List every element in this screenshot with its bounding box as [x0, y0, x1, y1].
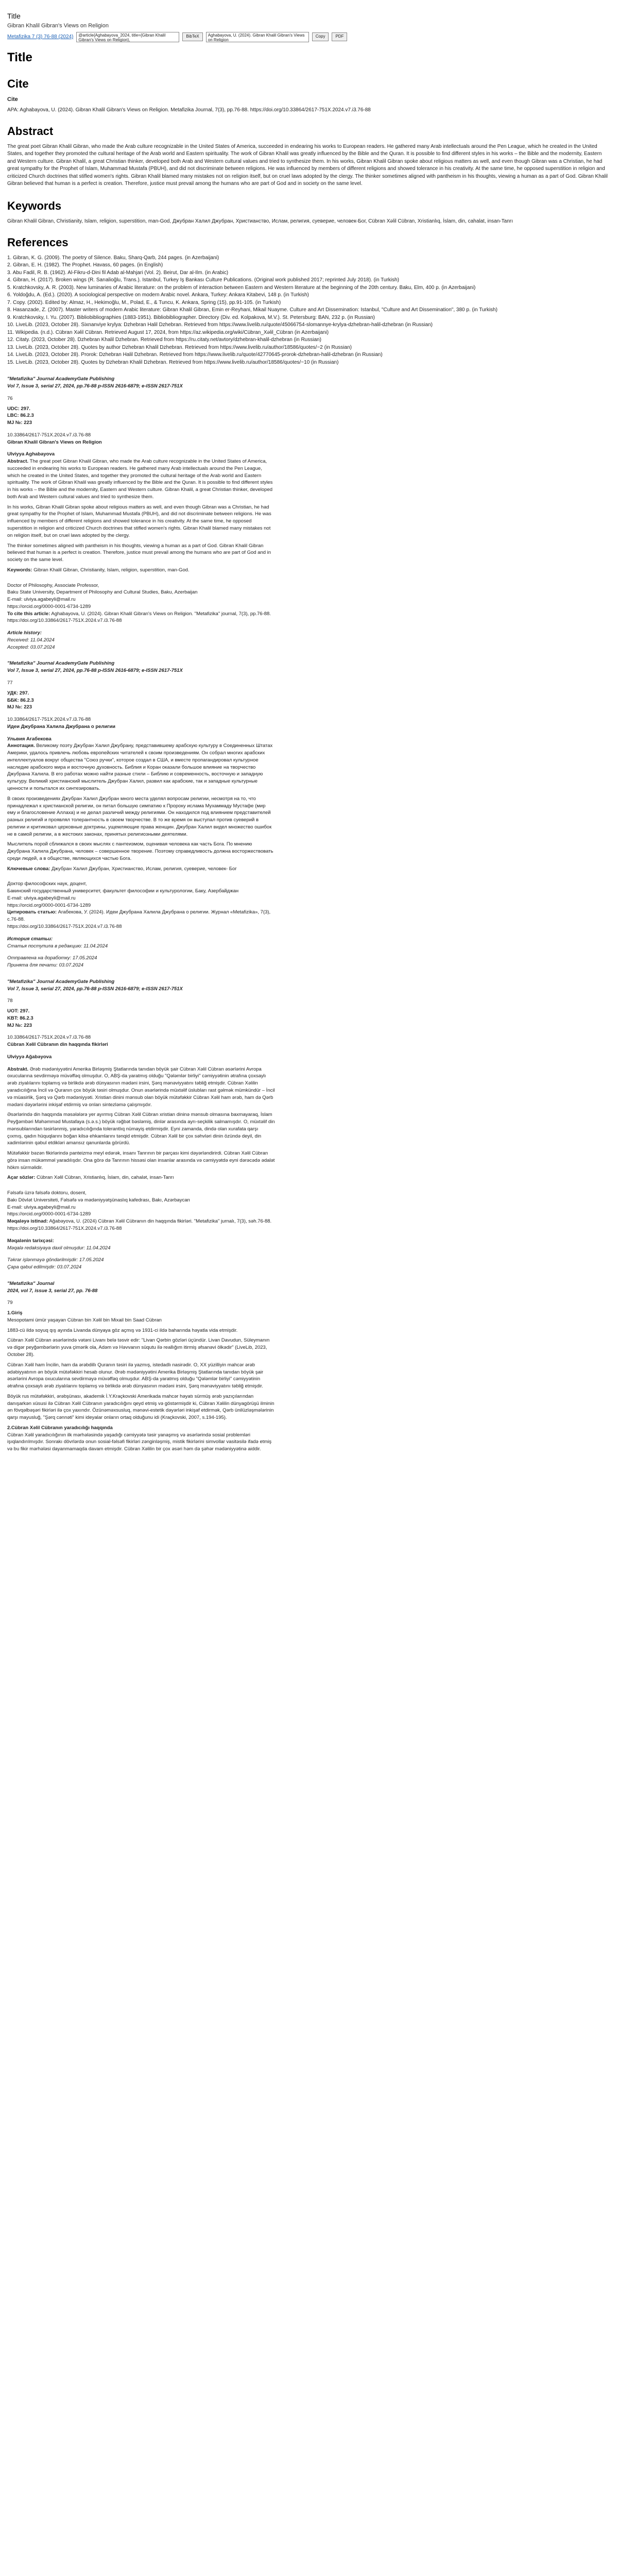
citation-input[interactable]: Aghabayova, U. (2024). Gibran Khalil Gibran's Views on Religion [206, 32, 309, 42]
journal-name: "Metafizika" Journal AcademyGate Publishing [7, 376, 115, 382]
journal-name: "Metafizika" Journal [7, 1280, 55, 1286]
cite: Aghabayova, U. (2024). Gibran Khalil Gibran's Views on Religion. "Metafizika" journal, 7(3), pp.76-88. [51, 611, 271, 617]
affiliation-institution: Bakı Dövlət Universiteti, Fəlsəfə və mədəniyyətşünaslıq kafedrası, Bakı, Azərbaycan [7, 1197, 190, 1203]
reference-item: 3. Abu Fadil, R. B. (1962). Al-Fikru-d-Dini fil Adab al-Mahjari (Vol. 2). Beirut, Dar al-Ilm. (in Arabic) [7, 269, 229, 276]
body-paragraph: Böyük rus mütəfəkkiri, ərəbşünası, akademik İ.Y.Kraçkovski Amerikada mahcər həyatı sürmüş ərəb yazıçılarından danışarkən xüsusi ilə Cübran Xəlil Cübranın yaradıcılığını qeyd etmiş və göstərmişdir ki, Cübran Xəlilin dünyagörüşü ilminin ən fövqəlbəşəri fikirləri ilə çox yaxındır. Özünəməxsusluq, mənəvi-estetik dəyərləri inkişaf etdirmək, Qərb ünilüzləşmələrinin qarşı mayusluğ, "Şərq cənnəti" kimi ideyalar onların ortaq olduğunu idi (Kraçkovski, 2007, s.194-195). [7, 1393, 274, 1421]
abstract-p3: The thinker sometimes aligned with pantheism in his thoughts, viewing a human as a part of God. Gibran Khalil Gibran believed that human is a perfect is creation. Therefore, justice must prevail among the humans who are part of God and in society on the same level. [7, 543, 271, 563]
accepted-date: Çapa qəbul edilmişdir: 03.07.2024 [7, 1264, 82, 1270]
copy-button[interactable]: Copy [312, 32, 329, 41]
keywords: Cübran Xəlil Cübran, Xristianlıq, İslam, din, cahalət, insan-Tanrı [37, 1175, 174, 1181]
keywords: Gibran Khalil Gibran, Christianity, Islam, religion, superstition, man-God. [33, 567, 190, 573]
keywords-label: Açar sözlər: [7, 1175, 36, 1181]
udc: UOT: 297. [7, 1008, 30, 1014]
received-date: Received: 11.04.2024 [7, 637, 55, 643]
reference-item: 9. Kratchkovsky, I. Yu. (2007). Bibliobibliographies (1883-1951). Bibliobibliographer. Directory (Div. ed. Kolpakova, M.V.). St. Petersburg: BAN, 232 p. (in Russian) [7, 314, 375, 320]
body-paragraph: Cübran Xəlil yaradıcılığının ilk mərhələsində yaşadığı cəmiyyətə təsir yanaşmış və əsərlərində sosial problemləri işıqlandırılmışdır. Sonrakı dövrlərdə onun sosial-fəlsəfi fikirləri zənginləşmiş, mistik fikirlərini simvollar vasitəsilə ifadə etmiş və bu fikir mərhələsi dayanmamaqda davam etmişdir. Cübran Xəlilin bir çox əsəri həm də şəhər mədəniyyətinə aiddir. [7, 1432, 272, 1452]
abstract-p2: Əsərlərində din haqqında məsələlərə yer ayırmış Cübran Xəlil Cübran xristian dininə mənsub olmasına baxmayaraq, İslam Peyğəmbəri Məhəmməd Mustafaya (s.ə.s.) böyük rəğbət bəsləmiş, dinlər arasında ayrı-seçkilik salmamışdır. O, müxtəlif din mənsublarından təsirlənmiş, yaradıcılığında tolerantlıq nümayiş etdirmişdir. Eyni zamanda, dində olan xurafata qarşı çıxmış, qadın hüquqlarını boğan kilsə ehkamlarını tənqid etmişdir. Cübran Xəlil bir çox səhvləri dinin özündə deyil, din xadimlərinin qəbul etdikləri amansız qanunlarda görürdü. [7, 1112, 275, 1146]
bibtex-input[interactable]: @article{Aghabayova_2024, title={Gibran Khalil Gibran's Views on Religion}, [76, 32, 179, 42]
source-link[interactable]: Metafizika 7 (3) 76-88 (2024) [7, 33, 74, 40]
keywords: Джубран Халил Джубран, Христианство, Ислам, религия, суеверие, человек- Бог [52, 866, 237, 872]
abstract-label: Аннотация. [7, 743, 35, 749]
history-label: Məqalənin tarixçəsi: [7, 1238, 54, 1244]
accepted-date: Accepted: 03.07.2024 [7, 644, 55, 650]
udc: UDC: 297. [7, 405, 30, 412]
abstract-text: The great poet Gibran Khalil Gibran, who made the Arab culture recognizable in the United States of America, succeeded in endearing his works to European readers. He gathered many Arab intellectuals around the Pen League, which he created in the United States, and together they promoted the cultural heritage of the Arab world and Eastern spirituality. The work of Gibran Khalil was greatly influenced by the Bible and the Quran. It is possible to find different styles in his works – the Bible and the modernity, Eastern and Western culture. Gibran Khalil, a great Christian thinker, developed both Arab and Western cultural values and tried to synthesize them. In his works, Gibran Khalil Gibran spoke about religious matters as well, and even though Gibran was a Christian, he had great sympathy for the Prophet of Islam, Muhammad Mustafa (PBUH), and did not discriminate between religions. He was influenced by members of different religions and showed tolerance in his creativity. At the same time, he opposed superstition in religion and criticized Church doctrines that stifled women's rights. Gibran Khalil blamed many mistakes not on religion itself, but on cruel laws adopted by the clergy. The thinker sometimes aligned with pantheism in his thoughts, viewing a human as a part of God. Gibran Khalil Gibran believed that human is a perfect is creation. Therefore, justice must prevail among the humans who are part of God and in society on the same level. [7, 143, 608, 187]
affiliation-institution: Бакинский государственный университет, факультет философии и культурологии, Баку, Азербайджан [7, 888, 239, 894]
russian-section [7, 660, 275, 969]
doi: 10.33864/2617-751X.2024.v7.i3.76-88 [7, 1035, 91, 1041]
doi: 10.33864/2617-751X.2024.v7.i3.76-88 [7, 717, 91, 723]
body-paragraph: Cübran Xəlil ham İncilin, ham da ərəbdillı Quranın təsiri ilə yazmış, istedadlı nasirədir. O, XX yüzilliyin mahcər ərəb ədəbiyyatının ən böyük mütəfəkkiri hesab olunur. Ərəb mədəniyyətini Amerika Birləşmiş Ştatlarında tanıdan böyük şair əsərlərini Avropa oxucularına sevdirməyə müvəffəq olmuşdur. ABŞ-da yaratmış olduğu "Qələmlər birliyi" cəmiyyətinin ətrafına çoxsaylı ərəb ziyalılarını toplamış və birlikdə ərəb dünyasının mədəni irsini, Şərq mənəviyyatını təbliğ etmişdir. [7, 1362, 264, 1389]
reference-item: 14. LiveLib. (2023, October 28). Prorok: Dzhebran Halil Dzhebran. Retrieved from https://www.livelib.ru/quote/42770645-prorok-dzhebran-halil-dzhebran (in Russian) [7, 352, 383, 358]
abstract-p1: The great poet Gibran Khalil Gibran, who made the Arab culture recognizable in the United States of America, succeeded in endearing his works to European readers. He gathered many Arab intellectuals around the Pen League, which he created in the United States, and together they promoted the cultural heritage of the Arab world and Eastern spirituality. The work of Gibran Khalil was greatly influenced by the Bible and the Quran. It is possible to find different styles in his works – the Bible and the modernity, Eastern and Western culture. Gibran Khalil, a great Christian thinker, developed both Arab and Western cultural values and tried to synthesize them. [7, 459, 273, 500]
received-date: Статья поступила в редакцию: 11.04.2024 [7, 943, 108, 949]
abstract-p2: В своих произведениях Джубран Халил Джубран много места уделял вопросам религии, несмотря на то, что принадлежал к христианской религии, он питал большую симпатию к Пророку ислама Мухаммаду Мустафе (мир ему и благословение Аллаха) и не делал различий между религиями. Он находился под влиянием представителей разных религий и проявлял толерантность в своем творчестве. В то же время он выступал против суеверий в религии и критиковал церковные доктрины, ущемляющие права женщин. Джубран Халил видел множество ошибок не в самой религии, а в жестоких законах, принятых религиозными деятелями. [7, 795, 272, 837]
author: Ulviyyə Ağabəyova [7, 1054, 52, 1060]
journal-name: "Metafizika" Journal AcademyGate Publishing [7, 660, 115, 667]
top-subtitle: Gibran Khalil Gibran's Views on Religion [7, 22, 109, 29]
article-title: Cübran Xəlil Cübranın din haqqında fikirləri [7, 1042, 108, 1048]
cite-label: To cite this article: [7, 611, 50, 617]
body-paragraph: Mesopotami ümür yaşayan Cübran bin Xəlil bin Mixail bin Saad Cübran [7, 1317, 162, 1323]
author: Ульвия Агабекова [7, 736, 52, 742]
udc: УДК: 297. [7, 690, 29, 696]
author-email: E-mail: ulviya.agabeyli@mail.ru [7, 1204, 76, 1210]
reference-item: 5. Kratchkovsky, A. R. (2003). New luminaries of Arabic literature: on the problem of interaction between Eastern and Western literature at the beginning of the 20th century. Baku, Elm, 400 p. (in Azerbaijani) [7, 284, 476, 291]
reference-item: 6. Yoldoğdu, A. (Ed.). (2020). A sociological perspective on modern Arabic novel. Ankara, Turkey: Ankara Kitabevi, 148 p. (in Turkish) [7, 292, 309, 298]
mj-number: MJ №: 223 [7, 704, 32, 710]
english-section [7, 376, 275, 651]
mj-number: MJ №: 223 [7, 1022, 32, 1028]
body-paragraph: Cübran Xəlil Cübran əsərlərində vətəni Livanı belə təsvir edir: "Livan Qərbin gözləri üçündür. Livan Davudun, Süleymanın və digər peyğəmbərlərin yuva çimərik ola, Adəm və Həvvanın süqutu ilə reallığım itirmiş əfsanəvi ölkədir" (LiveLib, 2023, October 28). [7, 1337, 270, 1358]
history-label: Article history: [7, 630, 42, 636]
keywords-text: Gibran Khalil Gibran, Christianity, Islam, religion, superstition, man-God, Джубран Халил Джубран, Христианство, Ислам, религия, суеверие, человек-Бог, Cübran Xəlil Cübran, Xristianlıq, İslam, din, cahalat, insan-Tanrı [7, 218, 513, 224]
author-orcid: https://orcid.org/0000-0001-6734-1289 [7, 1211, 91, 1217]
journal-volume: Vol 7, Issue 3, serial 27, 2024, pp.76-88 p-ISSN 2616-6879; e-ISSN 2617-751X [7, 986, 183, 992]
abstract-p3: Мыслитель порой сближался в своих мыслях с пантеизмом, оценивая человека как часть Бога. По мнению Джубрана Халила Джубрана, человек – совершенное творение. Поэтому справедливость должна восторжествовать среди людей, а в обществе, являющихся частью Бога. [7, 841, 273, 861]
reference-item: 1. Gibran, K. G. (2009). The poetry of Silence. Baku, Sharq-Qarb, 244 pages. (in Azerbaijani) [7, 255, 219, 261]
keywords-heading: Keywords [7, 199, 62, 212]
cite-doi: https://doi.org/10.33864/2617-751X.2024.v7.i3.76-88 [7, 618, 122, 624]
author: Ulviyya Aghabayova [7, 451, 55, 457]
author-email: E-mail: ulviya.agabeyli@mail.ru [7, 895, 76, 901]
journal-volume: 2024, vol 7, issue 3, serial 27, pp. 76-88 [7, 1287, 98, 1294]
reference-item: 8. Hasanzade, Z. (2007). Master writers of modern Arabic literature: Gibran Khalil Gibran, Emin er-Reyhani, Mikail Nuayme. Culture and Art Dissemination: Istanbul, "Culture and Art Dissemination", 380 p. (in Turkish) [7, 307, 497, 313]
abstract-heading: Abstract [7, 125, 54, 138]
reference-item: 11. Wikipedia. (n.d.). Cübran Xəlil Cübran. Retrieved August 17, 2024, from https://az.wikipedia.org/wiki/Cübran_Xəlil_Cübran (in Azerbaijani) [7, 329, 329, 335]
cite-label: Məqaləyə istinad: [7, 1218, 48, 1225]
references-list [7, 255, 611, 366]
author-email: E-mail: ulviya.agabeyli@mail.ru [7, 597, 76, 603]
section-heading-2: 2.Cübran Xəlil Cübranın yaradıcılığı haqqında [7, 1425, 113, 1431]
doi: 10.33864/2617-751X.2024.v7.i3.76-88 [7, 432, 91, 438]
body-section [7, 1280, 275, 1453]
abstract-label: Abstrakt. [7, 1066, 29, 1072]
sent-date: Təkrar işlənməyə göndərilmişdir: 17.05.2024 [7, 1257, 104, 1263]
reference-item: 13. LiveLib. (2023, October 28). Quotes by author Dzhebran Khalil Dzhebran. Retrieved from https://www.livelib.ru/author/18586/quotes/~2 (in Russian) [7, 344, 352, 350]
lbc: ББК: 86.2.3 [7, 697, 34, 703]
affiliation-title: Fəlsəfə üzrə fəlsəfə doktoru, dosent, [7, 1190, 87, 1196]
history-label: История статьи: [7, 936, 53, 942]
cite-text: APA: Aghabayova, U. (2024). Gibran Khalil Gibran's Views on Religion. Metafizika Journal, 7(3), pp.76-88. https://doi.org/10.33864/2617-751X.2024.v7.i3.76-88 [7, 107, 371, 113]
accepted-date: Принята для печати: 03.07.2024 [7, 962, 84, 969]
cite-doi: https://doi.org/10.33864/2617-751X.2024.v7.i3.76-88 [7, 923, 122, 929]
affiliation-title: Doctor of Philosophy, Associate Professor, [7, 582, 99, 588]
article-title: Gibran Khalil Gibran's Views on Religion [7, 439, 102, 445]
journal-volume: Vol 7, Issue 3, serial 27, 2024, pp.76-88 p-ISSN 2616-6879; e-ISSN 2617-751X [7, 668, 183, 674]
page-number: 79 [7, 1300, 13, 1306]
page-number: 76 [7, 395, 13, 401]
article-title: Идеи Джубрана Халила Джубрана о религии [7, 723, 115, 730]
keywords-label: Keywords: [7, 567, 32, 573]
cite-label: Cite [7, 96, 18, 103]
author-orcid: https://orcid.org/0000-0001-6734-1289 [7, 902, 91, 908]
abstract-p1: Ərəb mədəniyyətini Amerika Birləşmiş Ştatlarında tanıdan böyük şair Cübran Xəlil Cübran əsərlərini Avropa oxucularına sevdirməyə müvəffəq olmuşdur. O, ABŞ-da yaratmış olduğu "Qələmlər birliyi" cəmiyyətinin ətrafına çoxsaylı ərəb ziyalılarını toplamış və birlikdə ərəb dünyasının mədəni irsini, Şərq mənəviyyatını təbliğ etmişdir. Cübran Xəlilin yaradıcılığına İncil və Quranın çox böyük təsiri olmuşdur. Onun əsərlərində müxtəlif üslubları rast gəlmək mümkündür – İncil və müasirlik, Şərq və Qərb mədəniyyəti. Xristian dinini mənsub olan böyük mütəfəkkir Cübran Xəlil ham ərəb, ham də Qərb mədəni dəyərlərini inkişaf etdirmiş və onları sintezləmə çalışmışdır. [7, 1066, 275, 1108]
cite-heading: Cite [7, 77, 29, 91]
cite: Ağabəyova, U. (2024) Cübran Xəlil Cübranın din haqqında fikirləri. "Metafizika" jurnalı, 7(3), səh.76-88. [49, 1218, 272, 1225]
affiliation-institution: Baku State University, Department of Philosophy and Cultural Studies, Baku, Azerbaijan [7, 589, 198, 596]
keywords-label: Ключевые слова: [7, 866, 50, 872]
page-number: 78 [7, 998, 13, 1004]
mj-number: MJ №: 223 [7, 420, 32, 426]
page [0, 11, 618, 1453]
abstract-p2: In his works, Gibran Khalil Gibran spoke about religious matters as well, and even though Gibran was a Christian, he had great sympathy for the Prophet of Islam, Muhammad Mustafa (PBUH), and did not discriminate between religions. He was influenced by members of different religions and showed tolerance in his creativity. At the same time, he opposed superstition in religion and criticized Church doctrines that stifled women's rights. Gibran Khalil blamed many mistakes not on religion itself, but on cruel laws adopted by the clergy. [7, 504, 271, 538]
references-heading: References [7, 236, 68, 249]
lbc: KBT: 86.2.3 [7, 1015, 33, 1021]
abstract-label: Abstract. [7, 459, 29, 465]
lbc: LBC: 86.2.3 [7, 413, 34, 419]
doc-title: Title [7, 50, 32, 64]
abstract-p1: Великому поэту Джубран Халил Джубрану, представившему арабскую культуру в Соединенных Штатах Америки, удалось привлечь любовь европейских читателей к своим произведениям. Он собрал многих арабских интеллектуалов вокруг общества "Союз ручки", которое создал в США, и вместе пропагандировал культурное наследие арабского мира и восточную духовность. Библия и Коран оказали большое влияние на творчество Джубрана Халила. В его работах можно найти разные стили – Библию и современность, восточную и западную культуру. Великий христианский мыслитель Джубран Халил, развил как арабские, так и западные культурные ценности и попытался их синтезировать. [7, 743, 273, 791]
bibtex-button[interactable]: BibTeX [182, 32, 202, 41]
author-orcid: https://orcid.org/0000-0001-6734-1289 [7, 603, 91, 609]
affiliation-title: Доктор философских наук, доцент, [7, 881, 87, 887]
cite: Агабекова, У. (2024). Идеи Джубрана Халила Джубрана о религии. Журнал «Metafizika», 7(3), c.76-88. [7, 909, 271, 923]
journal-volume: Vol 7, Issue 3, serial 27, 2024, pp.76-88 p-ISSN 2616-6879; e-ISSN 2617-751X [7, 383, 183, 389]
sent-date: Отправлена на доработку: 17.05.2024 [7, 955, 97, 961]
pdf-button[interactable]: PDF [332, 32, 347, 41]
abstract-p3: Mütəfəkkir bəzən fikirlərində panteizmə meyl edərək, insanı Tanrının bir parçası kimi dəyərləndirirdi. Cübran Xəlil Cübran görə insan mükəmməl yaradılışdır. Ona görə də Tanrının hissəsi olan insanlar arasında və cəmiyyətdə eyni dərəcədə ədalət hökm sürməlidir. [7, 1150, 275, 1171]
reference-item: 15. LiveLib. (2023, October 28). Quotes by Dzhebran Khalil Dzhebran. Retrieved from https://www.livelib.ru/author/18586/quotes/~10 (in Russian) [7, 359, 339, 365]
reference-item: 7. Copy. (2002). Edited by: Almaz, H., Hekimoğlu, M., Polad, E., & Tuncu, K. Ankara, Spring (15), pp.91-105. (in Turkish) [7, 299, 281, 306]
citation-toolbar [7, 32, 611, 42]
cite-label: Цитировать статью: [7, 909, 57, 916]
section-heading-intro: 1.Giriş [7, 1310, 23, 1316]
reference-item: 10. LiveLib. (2023, October 28). Sixnanviye krylya: Dzhebran Halil Dzhebran. Retrieved from https://www.livelib.ru/quote/45066754-slomannye-krylya-dzhebran-halil-dzhebran (in Russian) [7, 322, 433, 328]
reference-item: 12. Citaty. (2023, October 28). Dzhebran Khalil Dzhebran. Retrieved from https://ru.citaty.net/avtory/dzhebran-khalil-dzhebran (in Russian) [7, 337, 321, 343]
page-number: 77 [7, 680, 13, 686]
reference-item: 2. Gibran, E. H. (1982). The Prophet. Havass, 60 pages. (in English) [7, 262, 163, 268]
journal-name: "Metafizika" Journal AcademyGate Publishing [7, 978, 115, 985]
received-date: Məqalə redaksiyaya daxil olmuşdur: 11.04.2024 [7, 1245, 111, 1251]
azerbaijani-section [7, 978, 275, 1271]
body-paragraph: 1883-cü ildə soyuq qış ayında Livanda dünyaya göz açmış və 1931-ci ildə baharında həyatla vida etmişdir. [7, 1327, 238, 1333]
top-title: Title [7, 12, 21, 20]
cite-doi: https://doi.org/10.33864/2617-751X.2024.v7.i3.76-88 [7, 1226, 122, 1232]
reference-item: 4. Gibran, H. (2017). Broken wings (R. Sarıalioğlu, Trans.). Istanbul, Turkey Iş Bankası Culture Publications. (Original work published 2017; reprinted July 2018). (in Turkish) [7, 277, 399, 283]
